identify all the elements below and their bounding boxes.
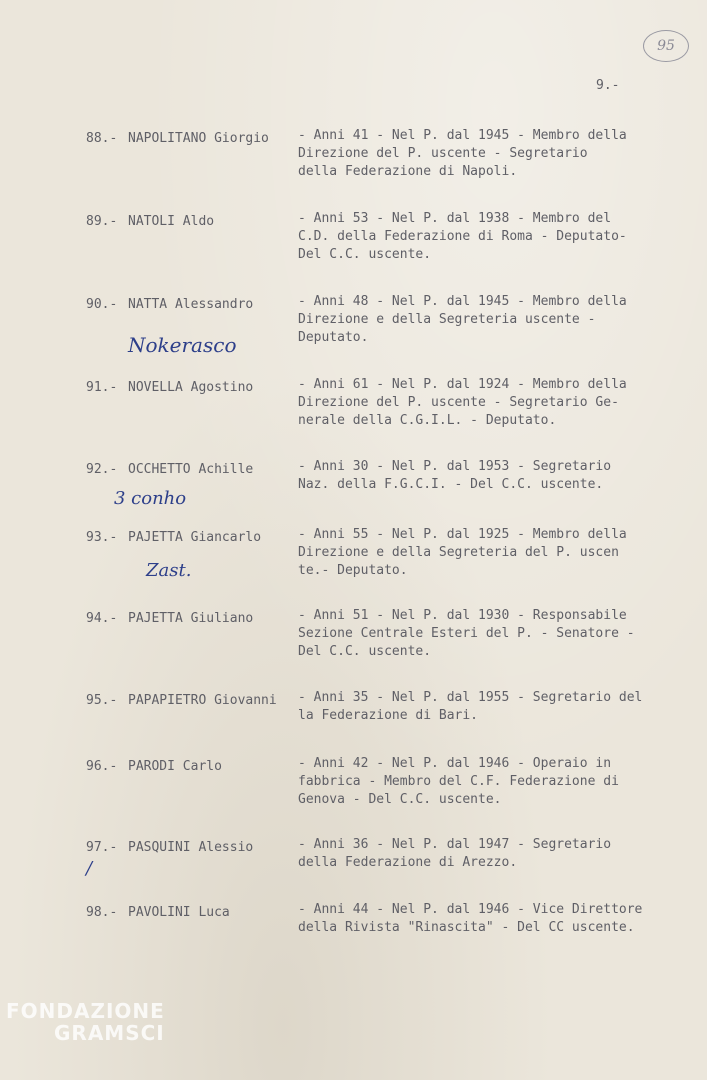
entry-description: - Anni 53 - Nel P. dal 1938 - Membro del C.D. della Federazione di Roma - Deputato- Del C.C. uscente. xyxy=(298,211,627,262)
entry-name: OCCHETTO Achille xyxy=(128,462,254,477)
entry-number: 90.- xyxy=(86,297,118,312)
entry-number: 88.- xyxy=(86,131,118,146)
entry-description: - Anni 36 - Nel P. dal 1947 - Segretario della Federazione di Arezzo. xyxy=(298,837,612,870)
entry-name: PAPAPIETRO Giovanni xyxy=(128,693,277,708)
entry-description: - Anni 55 - Nel P. dal 1925 - Membro della Direzione e della Segreteria del P. uscen te.- Deputato. xyxy=(298,527,627,578)
watermark-logo xyxy=(6,1000,165,1044)
entry-name: PAJETTA Giancarlo xyxy=(128,530,262,545)
entry-description: - Anni 41 - Nel P. dal 1945 - Membro della Direzione del P. uscente - Segretario della Federazione di Napoli. xyxy=(298,128,627,179)
entry-description: - Anni 44 - Nel P. dal 1946 - Vice Direttore della Rivista "Rinascita" - Del CC uscente. xyxy=(298,902,643,935)
watermark-line-2: GRAMSCI xyxy=(54,1021,165,1045)
entry-number: 95.- xyxy=(86,693,118,708)
handwritten-note-natta: Nokerasco xyxy=(128,333,237,357)
entry-name: NATTA Alessandro xyxy=(128,297,254,312)
entry-name: PARODI Carlo xyxy=(128,759,222,774)
page-number: 9.- xyxy=(596,78,620,93)
entry-number: 89.- xyxy=(86,214,118,229)
page-marker-stamp: 95 xyxy=(643,30,689,62)
entry-name: NATOLI Aldo xyxy=(128,214,215,229)
entry-description: - Anni 51 - Nel P. dal 1930 - Responsabile Sezione Centrale Esteri del P. - Senatore - Del C.C. uscente. xyxy=(298,608,635,659)
entry-number: 94.- xyxy=(86,611,118,626)
handwritten-note-occhetto: 3 conho xyxy=(114,488,187,509)
entry-name: NAPOLITANO Giorgio xyxy=(128,131,269,146)
entry-number: 96.- xyxy=(86,759,118,774)
entry-name: NOVELLA Agostino xyxy=(128,380,254,395)
entry-description: - Anni 61 - Nel P. dal 1924 - Membro della Direzione del P. uscente - Segretario Ge- nerale della C.G.I.L. - Deputato. xyxy=(298,377,627,428)
handwritten-note-pasquini: / xyxy=(86,858,93,879)
entry-description: - Anni 48 - Nel P. dal 1945 - Membro della Direzione e della Segreteria uscente - Deputato. xyxy=(298,294,627,345)
entry-number: 92.- xyxy=(86,462,118,477)
handwritten-note-pajetta: Zast. xyxy=(146,560,192,581)
entry-number: 97.- xyxy=(86,840,118,855)
entry-number: 91.- xyxy=(86,380,118,395)
entry-description: - Anni 42 - Nel P. dal 1946 - Operaio in fabbrica - Membro del C.F. Federazione di Genova - Del C.C. uscente. xyxy=(298,756,619,807)
entry-description: - Anni 35 - Nel P. dal 1955 - Segretario del la Federazione di Bari. xyxy=(298,690,643,723)
entry-name: PAVOLINI Luca xyxy=(128,905,230,920)
entry-name: PAJETTA Giuliano xyxy=(128,611,254,626)
entry-description: - Anni 30 - Nel P. dal 1953 - Segretario Naz. della F.G.C.I. - Del C.C. uscente. xyxy=(298,459,612,492)
entry-number: 98.- xyxy=(86,905,118,920)
entry-name: PASQUINI Alessio xyxy=(128,840,254,855)
entry-number: 93.- xyxy=(86,530,118,545)
watermark-line-1: FONDAZIONE xyxy=(6,999,165,1023)
